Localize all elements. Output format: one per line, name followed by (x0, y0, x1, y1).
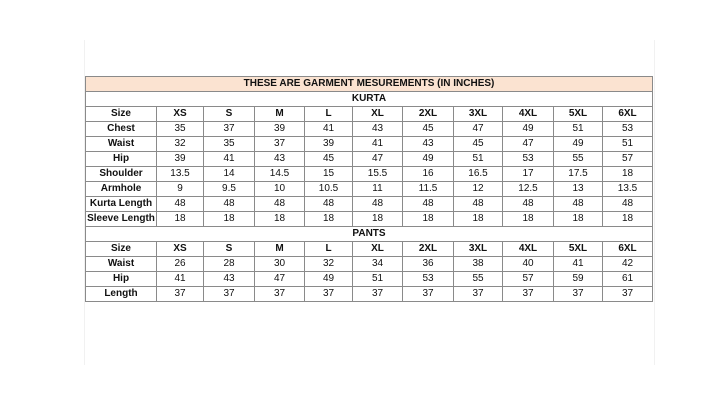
measurement-value-cell: 37 (204, 122, 255, 137)
measurement-value-cell: 43 (204, 272, 255, 287)
measurement-value-cell: 51 (603, 137, 653, 152)
measurement-value-cell: 38 (454, 257, 503, 272)
measurement-label-cell: Length (86, 287, 157, 302)
measurement-value-cell: 36 (403, 257, 454, 272)
measurement-value-cell: 39 (157, 152, 204, 167)
measurement-value-cell: 43 (403, 137, 454, 152)
measurement-value-cell: 13 (554, 182, 603, 197)
kurta-table-row (86, 122, 653, 137)
size-header-cell: 5XL (554, 242, 603, 257)
measurement-value-cell: 37 (554, 287, 603, 302)
kurta-table-row (86, 212, 653, 227)
size-header-cell: 5XL (554, 107, 603, 122)
size-header-cell: S (204, 107, 255, 122)
measurement-value-cell: 49 (554, 137, 603, 152)
measurement-value-cell: 40 (503, 257, 554, 272)
kurta-table-row (86, 137, 653, 152)
measurement-value-cell: 9.5 (204, 182, 255, 197)
measurement-value-cell: 16 (403, 167, 454, 182)
size-header-cell: M (255, 242, 305, 257)
measurement-value-cell: 18 (353, 212, 403, 227)
measurement-value-cell: 45 (305, 152, 353, 167)
measurement-value-cell: 12 (454, 182, 503, 197)
measurement-value-cell: 18 (157, 212, 204, 227)
size-header-cell: 4XL (503, 242, 554, 257)
measurement-value-cell: 37 (403, 287, 454, 302)
measurement-value-cell: 26 (157, 257, 204, 272)
measurement-value-cell: 37 (454, 287, 503, 302)
measurement-value-cell: 55 (554, 152, 603, 167)
measurement-label-cell: Sleeve Length (86, 212, 157, 227)
measurement-value-cell: 30 (255, 257, 305, 272)
measurement-value-cell: 49 (503, 122, 554, 137)
measurement-label-cell: Waist (86, 137, 157, 152)
size-header-cell: S (204, 242, 255, 257)
pants-table-row (86, 287, 653, 302)
measurement-value-cell: 18 (503, 212, 554, 227)
measurement-value-cell: 41 (353, 137, 403, 152)
measurement-value-cell: 28 (204, 257, 255, 272)
measurement-value-cell: 48 (204, 197, 255, 212)
measurement-value-cell: 18 (603, 212, 653, 227)
measurement-value-cell: 10 (255, 182, 305, 197)
measurement-value-cell: 17.5 (554, 167, 603, 182)
size-header-cell: 6XL (603, 107, 653, 122)
measurement-value-cell: 12.5 (503, 182, 554, 197)
measurement-value-cell: 32 (157, 137, 204, 152)
measurement-value-cell: 53 (503, 152, 554, 167)
measurement-value-cell: 57 (603, 152, 653, 167)
measurement-value-cell: 57 (503, 272, 554, 287)
measurement-value-cell: 51 (353, 272, 403, 287)
measurement-value-cell: 48 (255, 197, 305, 212)
kurta-table-row (86, 182, 653, 197)
measurement-value-cell: 37 (503, 287, 554, 302)
measurement-label-cell: Chest (86, 122, 157, 137)
pants-section-heading: PANTS (86, 227, 653, 242)
measurement-value-cell: 37 (603, 287, 653, 302)
measurement-value-cell: 41 (204, 152, 255, 167)
size-header-cell: XL (353, 242, 403, 257)
page-edge-right (654, 40, 655, 365)
measurement-value-cell: 48 (353, 197, 403, 212)
measurement-value-cell: 37 (157, 287, 204, 302)
measurement-value-cell: 51 (554, 122, 603, 137)
measurement-value-cell: 35 (157, 122, 204, 137)
size-label-cell: Size (86, 242, 157, 257)
measurement-value-cell: 47 (454, 122, 503, 137)
size-header-cell: 2XL (403, 242, 454, 257)
size-header-cell: L (305, 242, 353, 257)
measurement-value-cell: 18 (554, 212, 603, 227)
measurement-value-cell: 11 (353, 182, 403, 197)
measurement-value-cell: 61 (603, 272, 653, 287)
measurement-value-cell: 48 (554, 197, 603, 212)
measurement-value-cell: 45 (454, 137, 503, 152)
measurement-value-cell: 53 (603, 122, 653, 137)
size-chart-table (85, 76, 653, 302)
measurement-value-cell: 18 (403, 212, 454, 227)
measurement-value-cell: 13.5 (603, 182, 653, 197)
measurement-value-cell: 55 (454, 272, 503, 287)
measurement-value-cell: 51 (454, 152, 503, 167)
table-title: THESE ARE GARMENT MESUREMENTS (IN INCHES) (86, 77, 653, 92)
measurement-value-cell: 39 (255, 122, 305, 137)
measurement-value-cell: 18 (305, 212, 353, 227)
size-header-cell: 3XL (454, 107, 503, 122)
measurement-value-cell: 47 (353, 152, 403, 167)
measurement-value-cell: 15 (305, 167, 353, 182)
size-header-cell: 6XL (603, 242, 653, 257)
kurta-section-heading: KURTA (86, 92, 653, 107)
size-header-cell: 2XL (403, 107, 454, 122)
measurement-value-cell: 49 (403, 152, 454, 167)
measurement-value-cell: 48 (305, 197, 353, 212)
kurta-table-row (86, 152, 653, 167)
measurement-value-cell: 37 (204, 287, 255, 302)
measurement-value-cell: 37 (353, 287, 403, 302)
size-header-cell: 3XL (454, 242, 503, 257)
measurement-value-cell: 45 (403, 122, 454, 137)
size-header-cell: M (255, 107, 305, 122)
pants-header-row (86, 242, 653, 257)
measurement-label-cell: Hip (86, 272, 157, 287)
measurement-value-cell: 18 (255, 212, 305, 227)
measurement-value-cell: 13.5 (157, 167, 204, 182)
measurement-value-cell: 47 (255, 272, 305, 287)
measurement-value-cell: 18 (454, 212, 503, 227)
size-header-cell: XS (157, 107, 204, 122)
measurement-value-cell: 43 (353, 122, 403, 137)
measurement-label-cell: Waist (86, 257, 157, 272)
measurement-value-cell: 41 (305, 122, 353, 137)
measurement-value-cell: 48 (403, 197, 454, 212)
measurement-value-cell: 49 (305, 272, 353, 287)
measurement-value-cell: 14 (204, 167, 255, 182)
size-header-cell: L (305, 107, 353, 122)
measurement-value-cell: 48 (157, 197, 204, 212)
measurement-value-cell: 32 (305, 257, 353, 272)
size-header-cell: XS (157, 242, 204, 257)
measurement-value-cell: 37 (255, 137, 305, 152)
measurement-value-cell: 43 (255, 152, 305, 167)
pants-table-row (86, 257, 653, 272)
measurement-label-cell: Hip (86, 152, 157, 167)
measurement-value-cell: 39 (305, 137, 353, 152)
measurement-value-cell: 48 (454, 197, 503, 212)
pants-table-row (86, 272, 653, 287)
measurement-value-cell: 17 (503, 167, 554, 182)
measurement-value-cell: 48 (503, 197, 554, 212)
measurement-value-cell: 42 (603, 257, 653, 272)
measurement-value-cell: 37 (305, 287, 353, 302)
measurement-value-cell: 10.5 (305, 182, 353, 197)
measurement-value-cell: 11.5 (403, 182, 454, 197)
size-header-cell: 4XL (503, 107, 554, 122)
measurement-value-cell: 16.5 (454, 167, 503, 182)
measurement-value-cell: 47 (503, 137, 554, 152)
measurement-value-cell: 18 (603, 167, 653, 182)
measurement-label-cell: Shoulder (86, 167, 157, 182)
measurement-value-cell: 35 (204, 137, 255, 152)
kurta-table-row (86, 197, 653, 212)
measurement-value-cell: 59 (554, 272, 603, 287)
size-label-cell: Size (86, 107, 157, 122)
size-header-cell: XL (353, 107, 403, 122)
measurement-value-cell: 14.5 (255, 167, 305, 182)
measurement-value-cell: 48 (603, 197, 653, 212)
measurement-value-cell: 9 (157, 182, 204, 197)
measurement-value-cell: 37 (255, 287, 305, 302)
measurement-value-cell: 53 (403, 272, 454, 287)
measurement-value-cell: 41 (554, 257, 603, 272)
measurement-value-cell: 15.5 (353, 167, 403, 182)
kurta-header-row (86, 107, 653, 122)
measurement-label-cell: Armhole (86, 182, 157, 197)
measurement-value-cell: 41 (157, 272, 204, 287)
measurement-value-cell: 18 (204, 212, 255, 227)
kurta-table-row (86, 167, 653, 182)
measurement-label-cell: Kurta Length (86, 197, 157, 212)
measurement-value-cell: 34 (353, 257, 403, 272)
